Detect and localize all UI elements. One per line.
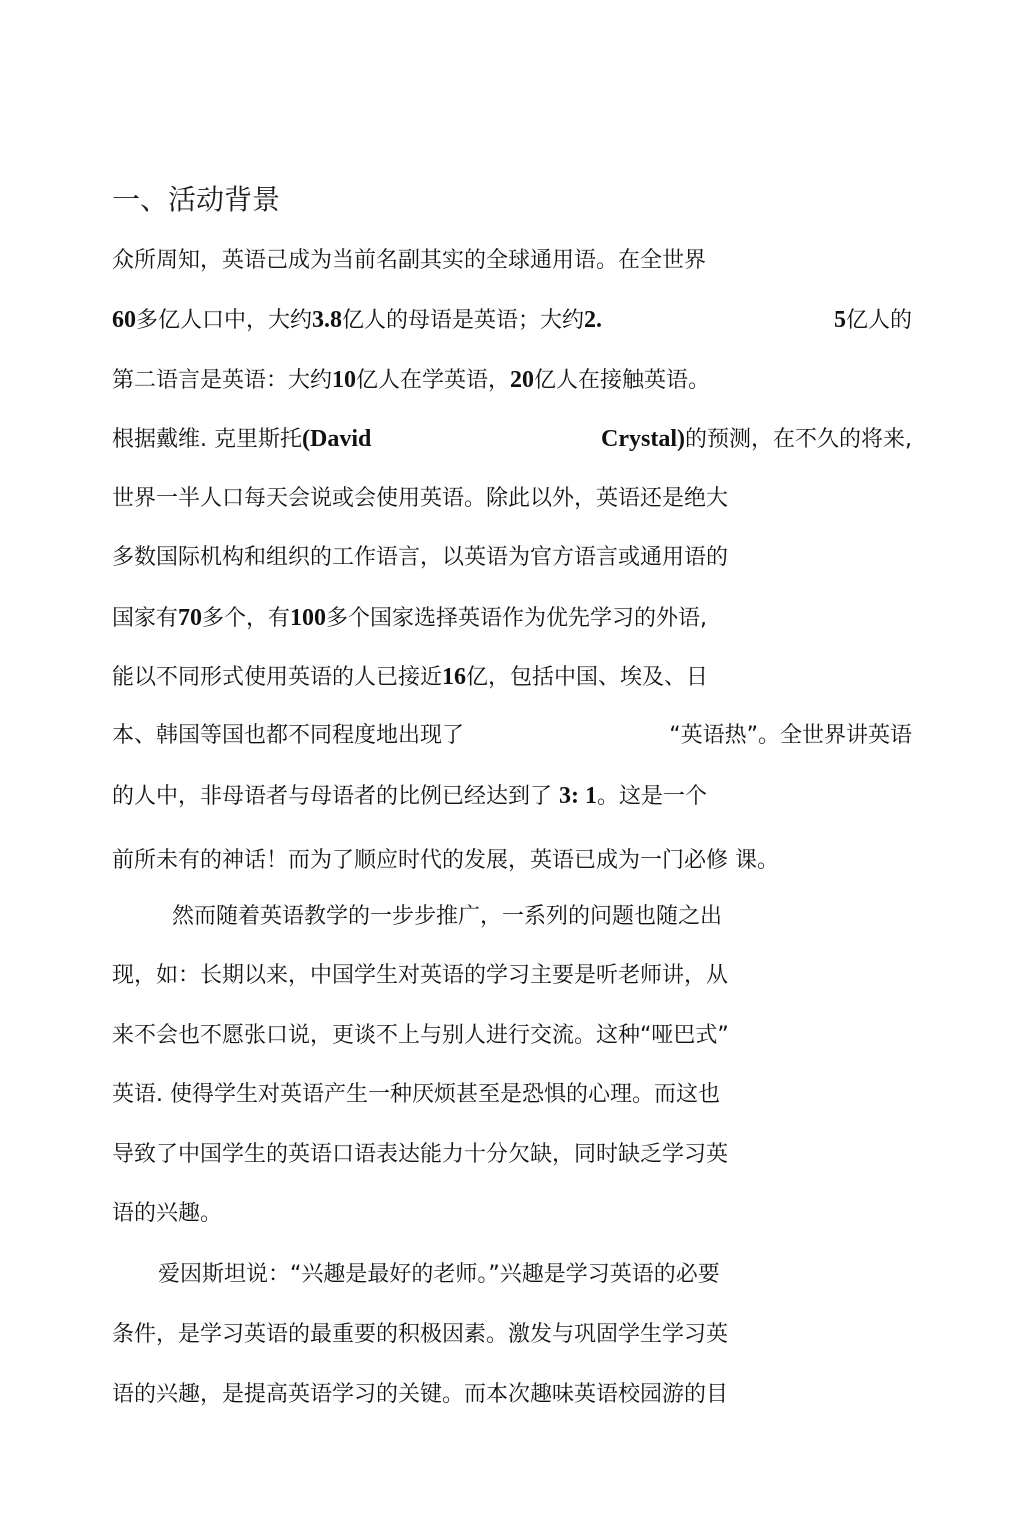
text-run: 的人中，非母语者与母语者的比例已经达到了 [112,784,553,809]
text-run: 亿人在接触英语。 [534,368,711,393]
text-run-right [601,424,912,455]
text-run: 多亿人口中，大约 [136,308,313,333]
number: 10 [332,367,357,393]
number: 20 [510,367,535,393]
paragraph-line-indented: 爱因斯坦说：“兴趣是最好的老师。”兴趣是学习英语的必要 [158,1262,720,1287]
paragraph-line: 多数国际机构和组织的工作语言，以英语为官方语言或通用语的 [112,545,729,570]
text-run: 本、韩国等国也都不同程度地出现了 [112,723,465,748]
text-run: 第二语言是英语：大约 [112,368,333,393]
paragraph-line [112,424,912,455]
number: 16 [442,664,467,690]
text-run: 亿，包括中国、埃及、日 [466,665,709,690]
section-heading: 一、活动背景 [112,183,281,216]
paragraph-line: 来不会也不愿张口说，更谈不上与别人进行交流。这种“哑巴式” [112,1023,729,1048]
text-run: 国家有 [112,606,179,631]
paragraph-line [112,365,710,396]
text-run: 多个国家选择英语作为优先学习的外语, [326,606,708,631]
paragraph-line: 世界一半人口每天会说或会使用英语。除此以外，英语还是绝大 [112,486,729,511]
paragraph-line [112,603,707,634]
text-run: 亿人的母语是英语；大约 [342,308,585,333]
text-run: 。这是一个 [597,784,708,809]
text-run: 亿人的 [845,308,912,333]
text-run: 的预测，在不久的将来, [685,427,912,452]
paragraph-line: 条件，是学习英语的最重要的积极因素。激发与巩固学生学习英 [112,1322,729,1347]
number: 2. [584,307,603,333]
ratio: 3: 1 [559,783,598,809]
number: 5 [833,307,846,333]
text-run: 多个，有 [202,606,291,631]
paragraph-line [112,662,708,693]
paragraph-line: 前所未有的神话！而为了顺应时代的发展，英语已成为一门必修 课。 [112,848,779,873]
paragraph-line: 英语. 使得学生对英语产生一种厌烦甚至是恐惧的心理。而这也 [112,1082,720,1107]
paragraph-line: 现，如：长期以来，中国学生对英语的学习主要是听老师讲，从 [112,963,729,988]
number: 3.8 [312,307,343,333]
text-run: 亿人在学英语， [356,368,511,393]
paragraph-line [112,721,912,751]
paragraph-line [112,305,912,336]
text-run: 根据戴维. 克里斯托 [112,427,302,452]
number: 100 [290,605,327,631]
paragraph-line [112,781,707,812]
number: 70 [178,605,203,631]
author-name-part: Crystal) [601,426,685,452]
paragraph-line: 语的兴趣。 [112,1201,223,1226]
paragraph-line-indented: 然而随着英语教学的一步步推广，一系列的问题也随之出 [172,904,723,929]
text-run-right: “英语热”。全世界讲英语 [669,723,912,748]
number: 60 [112,307,136,333]
paragraph-line: 众所周知，英语己成为当前名副其实的全球通用语。在全世界 [112,248,707,273]
text-run-right [834,305,912,336]
paragraph-line: 导致了中国学生的英语口语表达能力十分欠缺，同时缺乏学习英 [112,1142,729,1167]
text-run: 能以不同形式使用英语的人已接近 [112,665,443,690]
author-name-part: (David [302,426,372,452]
paragraph-line: 语的兴趣，是提高英语学习的关键。而本次趣味英语校园游的目 [112,1382,729,1407]
